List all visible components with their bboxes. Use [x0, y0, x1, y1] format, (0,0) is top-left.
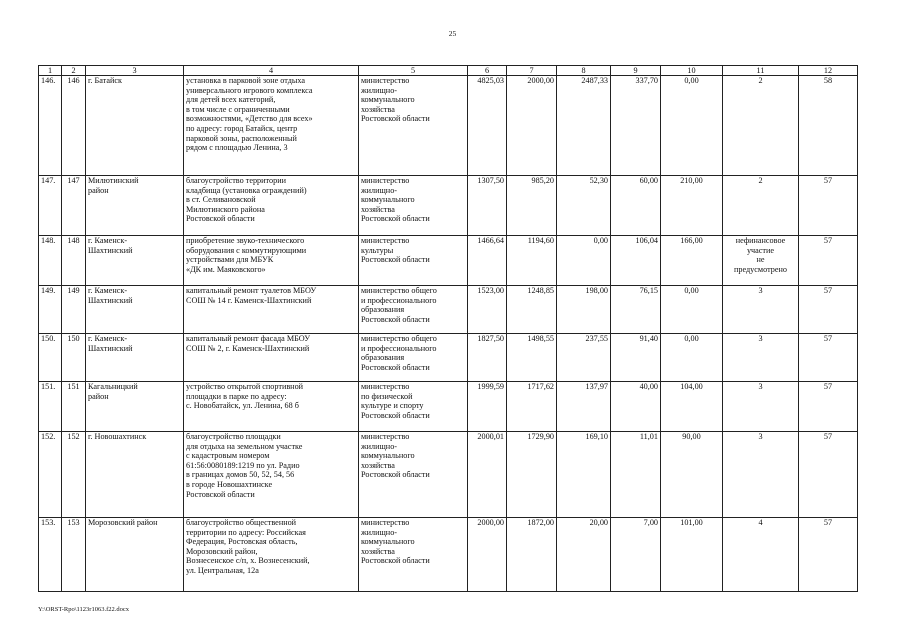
- object-cell: установка в парковой зоне отдыха универсального игрового комплекса для детей всех категорий, в том числе с ограниченными возможностями, «Детство для всех» по адресу: город Батайск, центр парковой зоны, расположенный рядом с площадью Ленина, 3: [184, 76, 359, 176]
- row-number: 151.: [39, 382, 62, 432]
- header-cell: 4: [184, 66, 359, 76]
- value-cell: 3: [723, 334, 799, 382]
- territory-cell: Милютинский район: [86, 176, 184, 236]
- value-cell: 2487,33: [557, 76, 611, 176]
- table-row: [39, 236, 858, 286]
- territory-cell: г. Каменск- Шахтинский: [86, 286, 184, 334]
- value-cell: 40,00: [611, 382, 661, 432]
- value-cell: 0,00: [661, 334, 723, 382]
- row-number: 152.: [39, 432, 62, 518]
- value-cell: 137,97: [557, 382, 611, 432]
- value-cell: 11,01: [611, 432, 661, 518]
- row-number: 148.: [39, 236, 62, 286]
- row-number: 150.: [39, 334, 62, 382]
- value-cell: 3: [723, 286, 799, 334]
- table-row: [39, 432, 858, 518]
- value-cell: 0,00: [661, 76, 723, 176]
- value-cell: 4825,03: [468, 76, 507, 176]
- value-cell: 76,15: [611, 286, 661, 334]
- header-cell: 10: [661, 66, 723, 76]
- row-number: 153.: [39, 518, 62, 592]
- territory-cell: г. Батайск: [86, 76, 184, 176]
- value-cell: 2000,01: [468, 432, 507, 518]
- territory-cell: г. Каменск- Шахтинский: [86, 236, 184, 286]
- value-cell: 57: [799, 286, 858, 334]
- value-cell: 0,00: [557, 236, 611, 286]
- table-row: [39, 334, 858, 382]
- value-cell: 60,00: [611, 176, 661, 236]
- ministry-cell: министерство общего и профессионального образования Ростовской области: [359, 286, 468, 334]
- table-row: [39, 286, 858, 334]
- value-cell: 2000,00: [507, 76, 557, 176]
- value-cell: 106,04: [611, 236, 661, 286]
- ministry-cell: министерство жилищно- коммунального хозяйства Ростовской области: [359, 176, 468, 236]
- header-cell: 8: [557, 66, 611, 76]
- header-cell: 12: [799, 66, 858, 76]
- header-cell: 6: [468, 66, 507, 76]
- header-cell: 1: [39, 66, 62, 76]
- header-cell: 2: [62, 66, 86, 76]
- territory-cell: г. Новошахтинск: [86, 432, 184, 518]
- object-cell: благоустройство общественной территории по адресу: Российская Федерация, Ростовская область, Морозовский район, Вознесенское с/п, х. Вознесенский, ул. Центральная, 12а: [184, 518, 359, 592]
- value-cell: 57: [799, 432, 858, 518]
- value-cell: 0,00: [661, 286, 723, 334]
- item-number: 146: [62, 76, 86, 176]
- header-row: [39, 66, 858, 76]
- row-number: 149.: [39, 286, 62, 334]
- row-number: 146.: [39, 76, 62, 176]
- ministry-cell: министерство культуры Ростовской области: [359, 236, 468, 286]
- value-cell: 166,00: [661, 236, 723, 286]
- table-row: [39, 382, 858, 432]
- value-cell: 3: [723, 432, 799, 518]
- header-cell: 11: [723, 66, 799, 76]
- value-cell: 7,00: [611, 518, 661, 592]
- object-cell: капитальный ремонт фасада МБОУ СОШ № 2, г. Каменск-Шахтинский: [184, 334, 359, 382]
- territory-cell: Кагальницкий район: [86, 382, 184, 432]
- page-number: 25: [448, 29, 457, 38]
- value-cell: 58: [799, 76, 858, 176]
- item-number: 147: [62, 176, 86, 236]
- header-cell: 3: [86, 66, 184, 76]
- value-cell: нефинансовое участие не предусмотрено: [723, 236, 799, 286]
- value-cell: 101,00: [661, 518, 723, 592]
- value-cell: 57: [799, 176, 858, 236]
- value-cell: 2: [723, 176, 799, 236]
- value-cell: 104,00: [661, 382, 723, 432]
- table-row: [39, 176, 858, 236]
- item-number: 152: [62, 432, 86, 518]
- object-cell: капитальный ремонт туалетов МБОУ СОШ № 14 г. Каменск-Шахтинский: [184, 286, 359, 334]
- value-cell: 1999,59: [468, 382, 507, 432]
- territory-cell: Морозовский район: [86, 518, 184, 592]
- value-cell: 198,00: [557, 286, 611, 334]
- value-cell: 20,00: [557, 518, 611, 592]
- ministry-cell: министерство по физической культуре и спорту Ростовской области: [359, 382, 468, 432]
- territory-cell: г. Каменск- Шахтинский: [86, 334, 184, 382]
- header-cell: 9: [611, 66, 661, 76]
- ministry-cell: министерство жилищно- коммунального хозяйства Ростовской области: [359, 432, 468, 518]
- table-row: [39, 518, 858, 592]
- ministry-cell: министерство жилищно- коммунального хозяйства Ростовской области: [359, 76, 468, 176]
- ministry-cell: министерство общего и профессионального образования Ростовской области: [359, 334, 468, 382]
- value-cell: 57: [799, 334, 858, 382]
- value-cell: 1717,62: [507, 382, 557, 432]
- value-cell: 57: [799, 236, 858, 286]
- value-cell: 337,70: [611, 76, 661, 176]
- ministry-cell: министерство жилищно- коммунального хозяйства Ростовской области: [359, 518, 468, 592]
- value-cell: 1729,90: [507, 432, 557, 518]
- object-cell: приобретение звуко-технического оборудования с коммутирующими устройствами для МБУК «ДК им. Маяковского»: [184, 236, 359, 286]
- value-cell: 52,30: [557, 176, 611, 236]
- value-cell: 1194,60: [507, 236, 557, 286]
- value-cell: 1466,64: [468, 236, 507, 286]
- program-objects-table: [38, 65, 858, 592]
- value-cell: 57: [799, 518, 858, 592]
- object-cell: устройство открытой спортивной площадки в парке по адресу: с. Новобатайск, ул. Ленина, 68 б: [184, 382, 359, 432]
- item-number: 148: [62, 236, 86, 286]
- item-number: 149: [62, 286, 86, 334]
- value-cell: 91,40: [611, 334, 661, 382]
- value-cell: 169,10: [557, 432, 611, 518]
- object-cell: благоустройство территории кладбища (установка ограждений) в ст. Селивановской Милютинского района Ростовской области: [184, 176, 359, 236]
- value-cell: 985,20: [507, 176, 557, 236]
- header-cell: 5: [359, 66, 468, 76]
- value-cell: 1498,55: [507, 334, 557, 382]
- value-cell: 4: [723, 518, 799, 592]
- value-cell: 2: [723, 76, 799, 176]
- item-number: 153: [62, 518, 86, 592]
- value-cell: 57: [799, 382, 858, 432]
- value-cell: 2000,00: [468, 518, 507, 592]
- value-cell: 237,55: [557, 334, 611, 382]
- row-number: 147.: [39, 176, 62, 236]
- value-cell: 90,00: [661, 432, 723, 518]
- header-cell: 7: [507, 66, 557, 76]
- value-cell: 1248,85: [507, 286, 557, 334]
- item-number: 150: [62, 334, 86, 382]
- item-number: 151: [62, 382, 86, 432]
- object-cell: благоустройство площадки для отдыха на земельном участке с кадастровым номером 61:56:0080189:1219 по ул. Радио в границах домов 50, 52, 54, 56 в городе Новошахтинске Ростовской области: [184, 432, 359, 518]
- file-path-footer: Y:\ORST-Rpo\1123r1063.f22.docx: [38, 606, 130, 613]
- value-cell: 1827,50: [468, 334, 507, 382]
- value-cell: 210,00: [661, 176, 723, 236]
- value-cell: 1523,00: [468, 286, 507, 334]
- table-row: [39, 76, 858, 176]
- value-cell: 3: [723, 382, 799, 432]
- value-cell: 1872,00: [507, 518, 557, 592]
- value-cell: 1307,50: [468, 176, 507, 236]
